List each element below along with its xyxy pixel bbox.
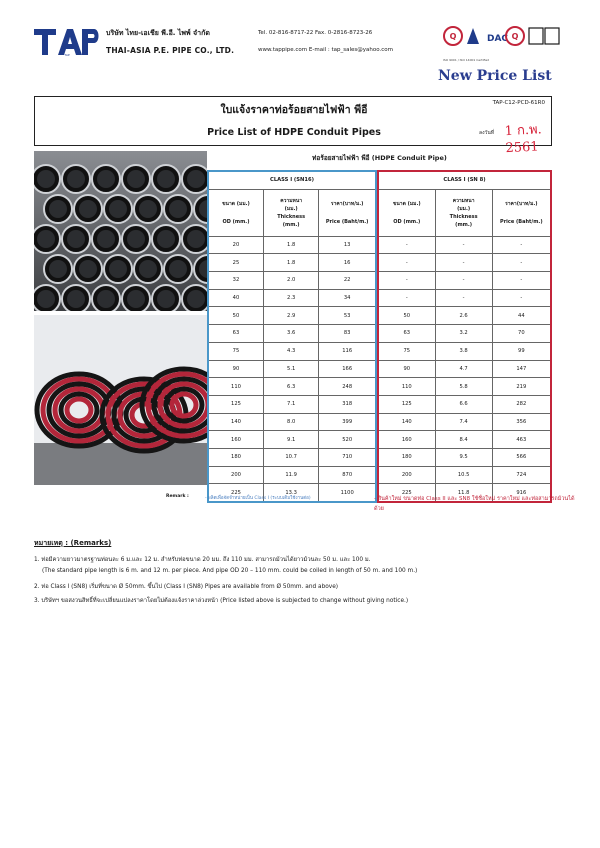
col-price-header [319,189,376,236]
table-cell: 520 [319,431,376,449]
table-cell: - [378,289,435,307]
table-cell: 110 [378,378,435,396]
table-cell: 2.0 [263,272,318,290]
tis-badge-icon [529,28,543,44]
table-cell: 3.6 [263,325,318,343]
class2-table [377,170,552,503]
class1-header: CLASS I (SN16) [208,171,376,189]
table-row [208,272,376,290]
note-1: 1. ท่อมีความยาวมาตรฐานท่อนละ 6 ม.และ 12 ม. สำหรับท่อขนาด 20 มม. ถึง 110 มม. สามารถม้วนได้ยาวม้วนละ 50 ม. และ 100 ม. [34,557,371,563]
table-cell: 70 [492,325,551,343]
col-size-header [208,189,263,236]
table-cell: 22 [319,272,376,290]
table-cell: 140 [208,413,263,431]
note-2: 2. ท่อ Class I (SN8) เริ่มที่ขนาด Ø 50mm. ขึ้นไป (Class I (SN8) Pipes are available from Ø 50mm. and above) [34,584,339,590]
col-thick-header-2 [435,189,492,236]
table-cell: 13.3 [263,484,318,502]
table-row [208,466,376,484]
table-cell: 9.1 [263,431,318,449]
class2-header: CLASS I (SN 8) [378,171,551,189]
table-cell: 6.6 [435,395,492,413]
remark-class2: - สินค้าใหม่ ขนาดท่อ Class II และ SN8 ใช้ชื่อใหม่ ราคาใหม่ และท่อสามารถม้วนได้ด้วย [374,496,575,512]
table-row [208,236,376,254]
table-cell: 3.2 [435,325,492,343]
table-cell: 13 [319,236,376,254]
table-cell: - [492,254,551,272]
table-cell: 463 [492,431,551,449]
contact-phone: Tel. 02-816-8717-22 Fax. 0-2816-8723-26 [258,30,373,36]
table-cell: 8.0 [263,413,318,431]
col-thick-unit-en: (mm.) [282,221,300,228]
col-thick-header [263,189,318,236]
table-row [378,325,551,343]
title-english: Price List of HDPE Conduit Pipes [207,127,381,138]
table-row [208,395,376,413]
note-1-english: (The standard pipe length is 6 m. and 12 m. per piece. And pipe OD 20 – 110 mm. could be coiled in length of 50 m. and 100 m.) [42,568,418,574]
table-row [208,448,376,466]
table-row [208,254,376,272]
table-row [208,360,376,378]
table-cell: 25 [208,254,263,272]
col-price-th-2: ราคา(บาท/ม.) [505,200,538,207]
table-cell: 2.6 [435,307,492,325]
table-cell: 318 [319,395,376,413]
table-row [378,236,551,254]
table-cell: 2.3 [263,289,318,307]
table-cell: 75 [208,342,263,360]
table-cell: 9.5 [435,448,492,466]
table-cell: - [378,272,435,290]
table-row [378,466,551,484]
table-cell: 225 [378,484,435,502]
class1-table [207,170,377,503]
table-cell: 4.3 [263,342,318,360]
table-row [208,289,376,307]
table-row [208,378,376,396]
new-price-list-heading: New Price List [438,68,552,84]
certification-text: ISO 9001 / ISO 14001 Certified [443,58,490,62]
logo-text: TAP [64,53,70,57]
col-price-en-2: Price (Baht/m.) [500,218,543,225]
table-row [378,254,551,272]
col-thick-th-2: ความหนา [452,197,475,204]
svg-text:DAC: DAC [487,34,509,44]
table-row [378,431,551,449]
table-cell: 1.8 [263,236,318,254]
col-size-en-2: OD (mm.) [393,218,421,225]
table-cell: 200 [208,466,263,484]
table-cell: 63 [208,325,263,343]
table-cell: 40 [208,289,263,307]
table-cell: 10.5 [435,466,492,484]
table-row [378,448,551,466]
table-cell: 166 [319,360,376,378]
table-row [208,325,376,343]
dac-badge-icon [467,28,479,44]
table-row [378,378,551,396]
table-cell: 44 [492,307,551,325]
table-cell: - [378,236,435,254]
table-row [378,272,551,290]
table-cell: 180 [208,448,263,466]
pipe-coils-photo [34,315,207,485]
table-cell: 11.8 [435,484,492,502]
table-cell: - [492,289,551,307]
col-thick-unit-th: (มม.) [284,205,298,212]
table-cell: 20 [208,236,263,254]
table-title: ท่อร้อยสายไฟฟ้า พีอี (HDPE Conduit Pipe) [312,154,447,162]
document-code: TAP-C12-PCD-61R0 [492,100,545,106]
col-thick-en-2: Thickness [449,213,478,220]
col-thick-unit-th-2: (มม.) [457,205,471,212]
table-cell: 90 [208,360,263,378]
table-row [378,395,551,413]
table-row [208,307,376,325]
table-cell: 8.4 [435,431,492,449]
contact-web-email: www.tappipe.com E-mail : tap_sales@yahoo.com [258,47,394,53]
table-cell: 110 [208,378,263,396]
table-cell: 160 [378,431,435,449]
table-cell: 356 [492,413,551,431]
table-cell: 140 [378,413,435,431]
table-row [208,431,376,449]
company-name-thai: บริษัท ไทย-เอเชีย พี.อี. ไพพ์ จำกัด [106,29,210,37]
price-table-panel [207,151,552,496]
table-cell: 147 [492,360,551,378]
table-cell: 11.9 [263,466,318,484]
table-row [378,289,551,307]
table-cell: 160 [208,431,263,449]
table-row [378,342,551,360]
table-cell: 225 [208,484,263,502]
table-cell: 566 [492,448,551,466]
table-cell: 83 [319,325,376,343]
tis-badge-icon-2 [545,28,559,44]
company-logo [34,27,100,57]
col-price-en: Price (Baht/m.) [325,218,369,225]
table-cell: - [435,289,492,307]
col-size-th-2: ขนาด (มม.) [392,200,421,207]
table-cell: - [435,272,492,290]
company-name-english: THAI-ASIA P.E. PIPE CO., LTD. [106,46,235,55]
table-cell: - [435,236,492,254]
table-cell: 399 [319,413,376,431]
col-size-header-2 [378,189,435,236]
col-thick-unit-en-2: (mm.) [455,221,473,228]
table-row [208,413,376,431]
table-row [378,307,551,325]
col-size-th: ขนาด (มม.) [222,200,250,207]
date-label: ลงวันที่ [479,130,495,136]
table-cell: 180 [378,448,435,466]
table-cell: 99 [492,342,551,360]
table-cell: 200 [378,466,435,484]
table-cell: 2.9 [263,307,318,325]
title-box [34,96,552,157]
table-row [378,413,551,431]
col-price-th: ราคา(บาท/ม.) [330,200,364,207]
table-cell: 50 [208,307,263,325]
table-cell: - [492,272,551,290]
table-cell: 53 [319,307,376,325]
table-cell: 90 [378,360,435,378]
table-cell: 34 [319,289,376,307]
table-row [378,360,551,378]
title-thai: ใบแจ้งราคาท่อร้อยสายไฟฟ้า พีอี [220,104,368,116]
remark-label: Remark : [166,494,189,499]
table-cell: - [492,236,551,254]
table-cell: 32 [208,272,263,290]
table-cell: 248 [319,378,376,396]
table-cell: 1100 [319,484,376,502]
table-cell: - [378,254,435,272]
table-cell: 282 [492,395,551,413]
col-price-header-2 [492,189,551,236]
svg-text:Q: Q [449,32,457,41]
table-cell: 7.1 [263,395,318,413]
table-cell: 16 [319,254,376,272]
col-size-en: OD (mm.) [222,218,250,225]
note-3: 3. บริษัทฯ ขอสงวนสิทธิ์ที่จะเปลี่ยนแปลงราคาโดยไม่ต้องแจ้งราคาล่วงหน้า (Price listed above is subjected to change without giving notice.) [34,598,409,604]
table-row [208,342,376,360]
table-cell: - [435,254,492,272]
table-cell: 116 [319,342,376,360]
col-thick-en: Thickness [277,213,306,220]
table-cell: 125 [378,395,435,413]
table-cell: 710 [319,448,376,466]
table-cell: 219 [492,378,551,396]
table-cell: 75 [378,342,435,360]
col-thick-th: ความหนา [280,197,303,204]
date-stamp: 1 ก.พ. 2561 [504,122,543,157]
table-cell: 7.4 [435,413,492,431]
table-cell: 63 [378,325,435,343]
table-cell: 50 [378,307,435,325]
table-cell: 10.7 [263,448,318,466]
svg-text:Q: Q [511,32,519,41]
notes-title: หมายเหตุ : (Remarks) [34,539,112,547]
table-cell: 916 [492,484,551,502]
table-cell: 5.8 [435,378,492,396]
remark-class1: - ผลิตเพื่อจัดจำหน่ายเป็น Class I (ระบบเดิมใช้งานต่อ) [205,496,311,501]
table-cell: 3.8 [435,342,492,360]
table-cell: 5.1 [263,360,318,378]
table-cell: 125 [208,395,263,413]
table-cell: 6.3 [263,378,318,396]
table-cell: 870 [319,466,376,484]
table-cell: 4.7 [435,360,492,378]
pipe-stack-photo [34,151,207,311]
table-cell: 1.8 [263,254,318,272]
table-cell: 724 [492,466,551,484]
